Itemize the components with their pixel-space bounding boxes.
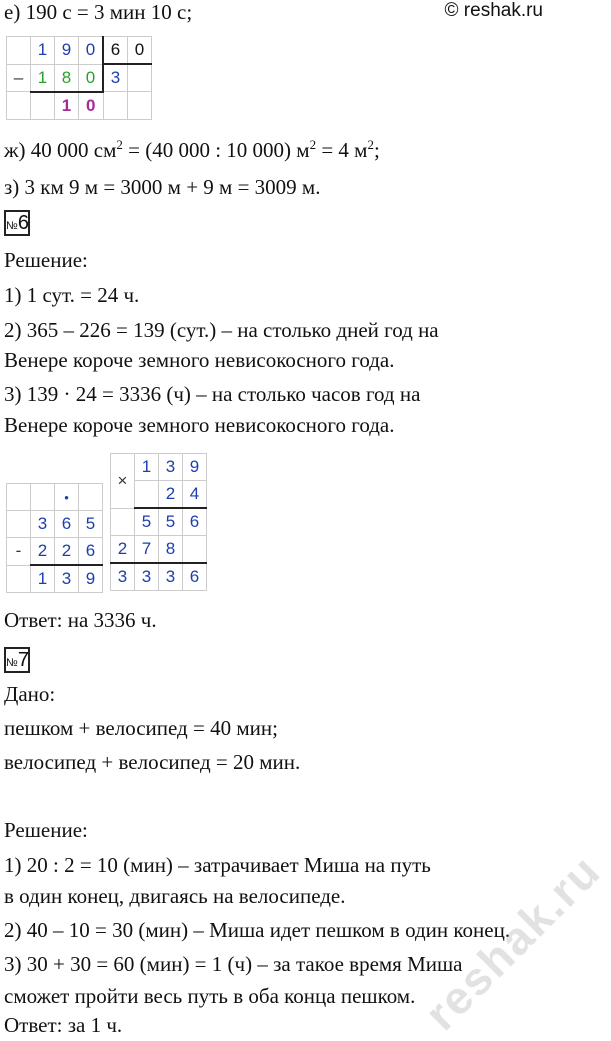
solution-line-5: сможет пройти весь путь в оба конца пешком. bbox=[4, 984, 416, 1008]
digit: 0 bbox=[79, 37, 104, 65]
digit: 1 bbox=[135, 454, 159, 481]
times-sign: × bbox=[111, 454, 135, 509]
digit: 3 bbox=[103, 64, 128, 92]
solution-line-4: 3) 139 · 24 = 3336 (ч) – на столько часов год на bbox=[4, 382, 421, 406]
number-sign: № bbox=[6, 220, 18, 232]
digit: 9 bbox=[55, 37, 79, 65]
solution-label: Решение: bbox=[4, 248, 88, 272]
digit: 3 bbox=[159, 563, 183, 591]
given-line-2: велосипед + велосипед = 20 мин. bbox=[4, 750, 301, 774]
number-sign: № bbox=[6, 657, 18, 669]
solution-line-3: 2) 40 – 10 = 30 (мин) – Миша идет пешком в один конец. bbox=[4, 918, 511, 942]
digit: 3 bbox=[31, 511, 55, 538]
digit: 6 bbox=[79, 538, 103, 566]
digit: 1 bbox=[31, 64, 55, 92]
digit: 0 bbox=[79, 92, 104, 120]
digit: 3 bbox=[159, 454, 183, 481]
zh-part-a: ж) 40 000 см bbox=[4, 138, 117, 162]
line-zh bbox=[4, 138, 380, 163]
digit bbox=[31, 92, 55, 120]
division-table-e bbox=[6, 36, 152, 120]
digit: 2 bbox=[31, 538, 55, 566]
digit: 6 bbox=[183, 563, 207, 591]
digit: 1 bbox=[31, 37, 55, 65]
digit: 0 bbox=[79, 64, 104, 92]
exponent: 2 bbox=[309, 137, 317, 152]
digit: 9 bbox=[183, 454, 207, 481]
task-number: 7 bbox=[17, 649, 29, 671]
digit: 2 bbox=[111, 536, 135, 564]
zh-part-b: = (40 000 : 10 000) м bbox=[122, 138, 310, 162]
digit: 0 bbox=[128, 37, 152, 65]
zh-part-c: = 4 м bbox=[316, 138, 368, 162]
digit: 4 bbox=[183, 481, 207, 509]
task-number: 6 bbox=[17, 212, 29, 234]
digit: 5 bbox=[79, 511, 103, 538]
digit: 5 bbox=[135, 508, 159, 536]
solution-line-3: Венере короче земного невисокосного года. bbox=[4, 348, 395, 372]
solution-label: Решение: bbox=[4, 818, 88, 842]
digit: 3 bbox=[135, 563, 159, 591]
digit: 9 bbox=[79, 565, 103, 593]
digit: 5 bbox=[159, 508, 183, 536]
solution-line-5: Венере короче земного невисокосного года. bbox=[4, 413, 395, 437]
solution-line-4: 3) 30 + 30 = 60 (мин) = 1 (ч) – за такое время Миша bbox=[4, 952, 463, 976]
given-line-1: пешком + велосипед = 40 мин; bbox=[4, 716, 278, 740]
zh-part-d: ; bbox=[373, 138, 380, 162]
carry-dot: • bbox=[55, 484, 79, 511]
minus-sign: - bbox=[7, 538, 31, 566]
line-z: з) 3 км 9 м = 3000 м + 9 м = 3009 м. bbox=[4, 175, 321, 199]
task-number-badge bbox=[4, 210, 30, 236]
digit: 7 bbox=[135, 536, 159, 564]
multiplication-table bbox=[110, 453, 207, 591]
digit: 8 bbox=[55, 64, 79, 92]
digit: 6 bbox=[183, 508, 207, 536]
answer-6: Ответ: на 3336 ч. bbox=[4, 608, 157, 632]
line-e: е) 190 с = 3 мин 10 с; bbox=[4, 0, 193, 24]
solution-line-1: 1) 20 : 2 = 10 (мин) – затрачивает Миша на путь bbox=[4, 853, 431, 877]
exponent: 2 bbox=[116, 137, 123, 152]
digit: 1 bbox=[31, 565, 55, 593]
digit: 6 bbox=[55, 511, 79, 538]
digit bbox=[103, 92, 128, 120]
solution-line-2: 2) 365 – 226 = 139 (сут.) – на столько дней год на bbox=[4, 318, 439, 342]
given-label: Дано: bbox=[4, 682, 56, 706]
minus-sign: – bbox=[7, 64, 31, 92]
digit bbox=[128, 64, 152, 92]
task-number-badge bbox=[4, 647, 30, 673]
digit: 8 bbox=[159, 536, 183, 564]
answer-7: Ответ: за 1 ч. bbox=[4, 1013, 123, 1037]
subtraction-table bbox=[6, 483, 103, 593]
digit: 2 bbox=[55, 538, 79, 566]
digit: 3 bbox=[55, 565, 79, 593]
exponent: 2 bbox=[367, 137, 374, 152]
watermark: reshak.ru bbox=[414, 844, 611, 1040]
digit: 2 bbox=[159, 481, 183, 509]
digit: 1 bbox=[55, 92, 79, 120]
digit bbox=[128, 92, 152, 120]
solution-line-2: в один конец, двигаясь на велосипеде. bbox=[4, 884, 346, 908]
digit: 6 bbox=[103, 37, 128, 65]
site-credit: © reshak.ru bbox=[444, 0, 543, 21]
solution-line-1: 1) 1 сут. = 24 ч. bbox=[4, 283, 140, 307]
digit: 3 bbox=[111, 563, 135, 591]
